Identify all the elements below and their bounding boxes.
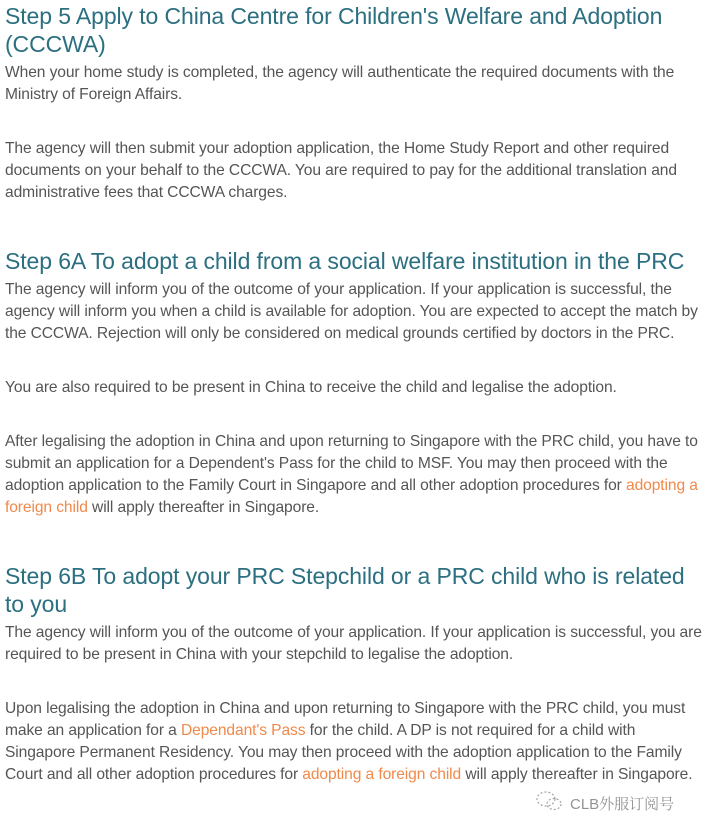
paragraph: The agency will inform you of the outcome of your application. If your application is successful, the agency will inform you when a child is available for adoption. You are expected to accept the match by the CCCWA. Rejection will only be considered on medical grounds certified by doctors in the PRC. xyxy=(5,281,698,342)
heading-step-6a: Step 6A To adopt a child from a social welfare institution in the PRC xyxy=(5,248,685,274)
watermark xyxy=(534,790,674,816)
text: will apply thereafter in Singapore. xyxy=(87,499,320,516)
heading-step-5: Step 5 Apply to China Centre for Children's Welfare and Adoption (CCCWA) xyxy=(5,3,663,57)
dependants-pass-link[interactable]: Dependant's Pass xyxy=(180,722,306,739)
paragraph: The agency will inform you of the outcome of your application. If your application is successful, you are required to be present in China with your stepchild to legalise the adoption. xyxy=(5,624,702,663)
section-step-6a xyxy=(5,245,702,519)
text: will apply thereafter in Singapore. xyxy=(461,766,693,783)
paragraph xyxy=(5,431,702,519)
watermark-text: CLB外服订阅号 xyxy=(570,795,675,813)
text: for the child. A DP is not required for a child with Singapore Permanent Residency. You may then proceed with the adoption application to the Family Court and all other adoption procedures for xyxy=(5,722,682,783)
paragraph: When your home study is completed, the agency will authenticate the required documents with the Ministry of Foreign Affairs. xyxy=(5,64,675,103)
section-step-6b xyxy=(5,560,702,786)
text: After legalising the adoption in China and upon returning to Singapore with the PRC child, you have to submit an application for a Dependent's Pass for the child to MSF. You may then proceed with the adoption application to the Family Court in Singapore and all other adoption procedures for xyxy=(5,433,698,494)
adopting-foreign-child-link[interactable]: adopting a foreign child xyxy=(302,766,462,783)
paragraph xyxy=(5,698,702,786)
paragraph: You are also required to be present in China to receive the child and legalise the adoption. xyxy=(5,379,617,396)
heading-step-6b: Step 6B To adopt your PRC Stepchild or a PRC child who is related to you xyxy=(5,563,685,617)
wechat-icon xyxy=(534,790,564,816)
adopting-foreign-child-link[interactable]: adopting a foreign child xyxy=(5,477,698,516)
paragraph: The agency will then submit your adoption application, the Home Study Report and other required documents on your behalf to the CCCWA. You are required to pay for the additional translation and administrative fees that CCCWA charges. xyxy=(5,140,677,201)
section-step-5 xyxy=(5,0,702,204)
text: Upon legalising the adoption in China and upon returning to Singapore with the PRC child, you must make an application for a xyxy=(5,700,686,739)
